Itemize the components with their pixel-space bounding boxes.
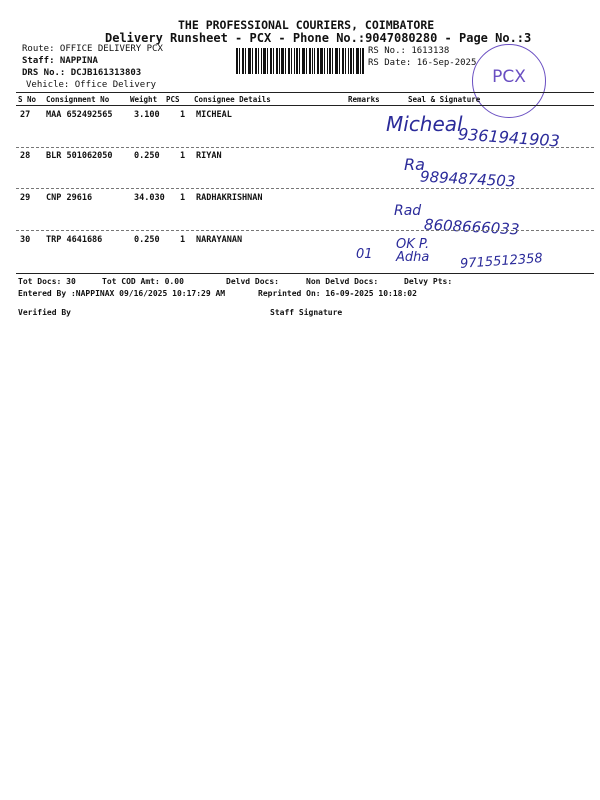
- non-delivered-docs: Non Delvd Docs:: [306, 277, 379, 286]
- handwritten-remark: 01: [356, 247, 373, 262]
- header-bottom-rule: [16, 105, 594, 106]
- row-sno: 30: [20, 235, 31, 245]
- row-divider: [16, 188, 594, 189]
- handwritten-signature: Ra: [404, 155, 425, 174]
- col-header-consignee: Consignee Details: [194, 95, 271, 104]
- company-title: THE PROFESSIONAL COURIERS, COIMBATORE: [178, 18, 435, 32]
- row-weight: 0.250: [134, 235, 160, 245]
- row-pcs: 1: [180, 110, 186, 120]
- delivered-docs: Delvd Docs:: [226, 277, 279, 286]
- row-sno: 29: [20, 193, 31, 203]
- row-consignee: MICHEAL: [196, 110, 232, 120]
- row-divider: [16, 147, 594, 148]
- drs-number: DRS No.: DCJB161313803: [22, 68, 142, 78]
- handwritten-phone: 9361941903: [457, 124, 561, 151]
- row-pcs: 1: [180, 235, 186, 245]
- barcode-image: [236, 48, 364, 74]
- verified-by-label: Verified By: [18, 308, 71, 317]
- handwritten-phone: 9715512358: [459, 251, 544, 272]
- row-consignee: RADHAKRISHNAN: [196, 193, 263, 203]
- route-label: Route: OFFICE DELIVERY PCX: [22, 44, 163, 54]
- handwritten-signature: OK P. Adha: [396, 237, 430, 265]
- row-sno: 28: [20, 151, 31, 161]
- row-pcs: 1: [180, 193, 186, 203]
- table-bottom-rule: [16, 273, 594, 274]
- row-consignee: NARAYANAN: [196, 235, 243, 245]
- row-consignment: CNP 29616: [46, 193, 93, 203]
- col-header-consignment: Consignment No: [46, 95, 110, 104]
- row-divider: [16, 230, 594, 231]
- handwritten-signature: Micheal: [386, 112, 463, 136]
- total-docs: Tot Docs: 30: [18, 277, 76, 286]
- delivery-points: Delvy Pts:: [404, 277, 453, 286]
- stamp-text: PCX: [492, 67, 526, 87]
- col-header-seal-signature: Seal & Signature: [408, 95, 481, 104]
- staff-label: Staff: NAPPINA: [22, 56, 98, 66]
- handwritten-signature: Rad: [394, 203, 422, 219]
- handwritten-phone: 8608666033: [423, 215, 520, 239]
- row-sno: 27: [20, 110, 31, 120]
- col-header-weight: Weight: [130, 95, 158, 104]
- row-consignment: BLR 501062050: [46, 151, 113, 161]
- col-header-sno: S No: [18, 95, 37, 104]
- row-consignee: RIYAN: [196, 151, 222, 161]
- row-weight: 0.250: [134, 151, 160, 161]
- entered-by: Entered By :NAPPINAX 09/16/2025 10:17:29 AM: [18, 289, 226, 298]
- total-cod-amount: Tot COD Amt: 0.00: [102, 277, 184, 286]
- row-weight: 3.100: [134, 110, 160, 120]
- handwritten-phone: 9894874503: [419, 167, 516, 191]
- staff-signature-label: Staff Signature: [270, 308, 343, 317]
- reprinted-on: Reprinted On: 16-09-2025 10:18:02: [258, 289, 417, 298]
- runsheet-subtitle: Delivery Runsheet - PCX - Phone No.:9047080280 - Page No.:3: [105, 31, 532, 45]
- vehicle-label: Vehicle: Office Delivery: [26, 80, 157, 90]
- pcx-stamp: [472, 44, 546, 118]
- col-header-pcs: PCS: [166, 95, 180, 104]
- header-top-rule: [16, 92, 594, 93]
- row-consignment: TRP 4641686: [46, 235, 103, 245]
- col-header-remarks: Remarks: [348, 95, 380, 104]
- row-weight: 34.030: [134, 193, 165, 203]
- rs-number: RS No.: 1613138: [368, 46, 450, 56]
- row-consignment: MAA 652492565: [46, 110, 113, 120]
- rs-date: RS Date: 16-Sep-2025: [368, 58, 477, 68]
- row-pcs: 1: [180, 151, 186, 161]
